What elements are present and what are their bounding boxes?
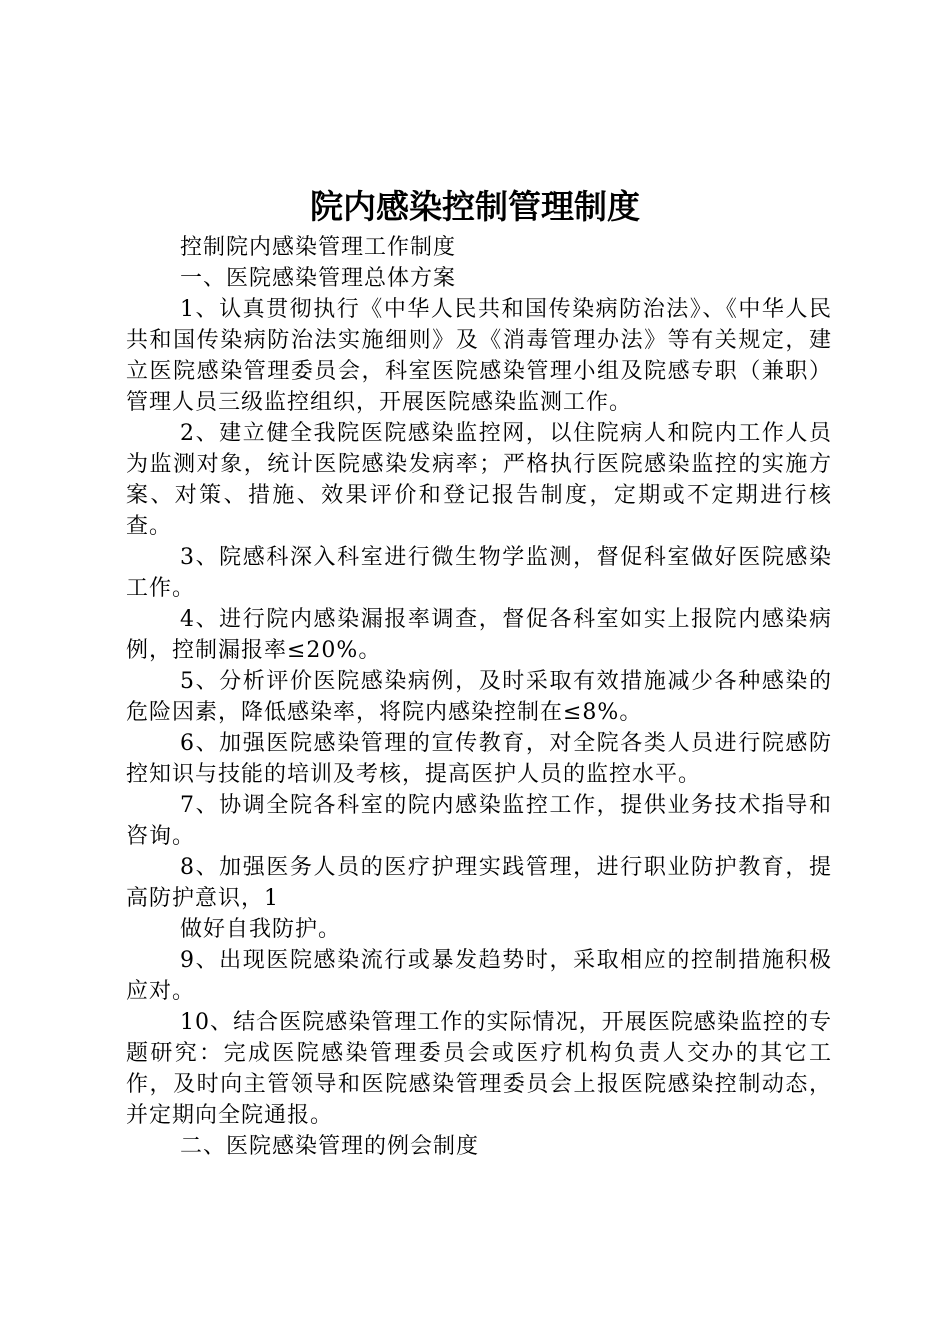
- section-heading-1: 一、医院感染管理总体方案: [180, 266, 457, 291]
- paragraph-item-6: 6、加强医院感染管理的宣传教育，对全院各类人员进行院感防控知识与技能的培训及考核，提高医护人员的监控水平。: [126, 731, 832, 787]
- section-heading-2: 二、医院感染管理的例会制度: [180, 1134, 480, 1159]
- paragraph-item-2: 2、建立健全我院医院感染监控网，以住院病人和院内工作人员为监测对象，统计医院感染发病率；严格执行医院感染监控的实施方案、对策、措施、效果评价和登记报告制度，定期或不定期进行核查。: [126, 421, 832, 539]
- paragraph-item-4: 4、进行院内感染漏报率调查，督促各科室如实上报院内感染病例，控制漏报率≤20%。: [126, 607, 832, 663]
- paragraph-item-10: 10、结合医院感染管理工作的实际情况，开展医院感染监控的专题研究：完成医院感染管理委员会或医疗机构负责人交办的其它工作，及时向主管领导和医院感染管理委员会上报医院感染控制动态，并定期向全院通报。: [126, 1010, 832, 1128]
- document-body: [126, 232, 832, 1162]
- paragraph-item-1: 1、认真贯彻执行《中华人民共和国传染病防治法》、《中华人民共和国传染病防治法实施细则》及《消毒管理办法》等有关规定，建立医院感染管理委员会，科室医院感染管理小组及院感专职（兼职）管理人员三级监控组织，开展医院感染监测工作。: [126, 297, 832, 415]
- paragraph-item-8-continued: 做好自我防护。: [180, 917, 342, 942]
- document-title: 院内感染控制管理制度: [310, 187, 640, 226]
- paragraph-item-5: 5、分析评价医院感染病例，及时采取有效措施减少各种感染的危险因素，降低感染率，将院内感染控制在≤8%。: [126, 669, 832, 725]
- paragraph-item-9: 9、出现医院感染流行或暴发趋势时，采取相应的控制措施积极应对。: [126, 948, 832, 1004]
- paragraph-item-7: 7、协调全院各科室的院内感染监控工作，提供业务技术指导和咨询。: [126, 793, 832, 849]
- paragraph-item-3: 3、院感科深入科室进行微生物学监测，督促科室做好医院感染工作。: [126, 545, 832, 601]
- paragraph-subtitle: 控制院内感染管理工作制度: [180, 235, 457, 260]
- paragraph-item-8: 8、加强医务人员的医疗护理实践管理，进行职业防护教育，提高防护意识，1: [126, 855, 832, 911]
